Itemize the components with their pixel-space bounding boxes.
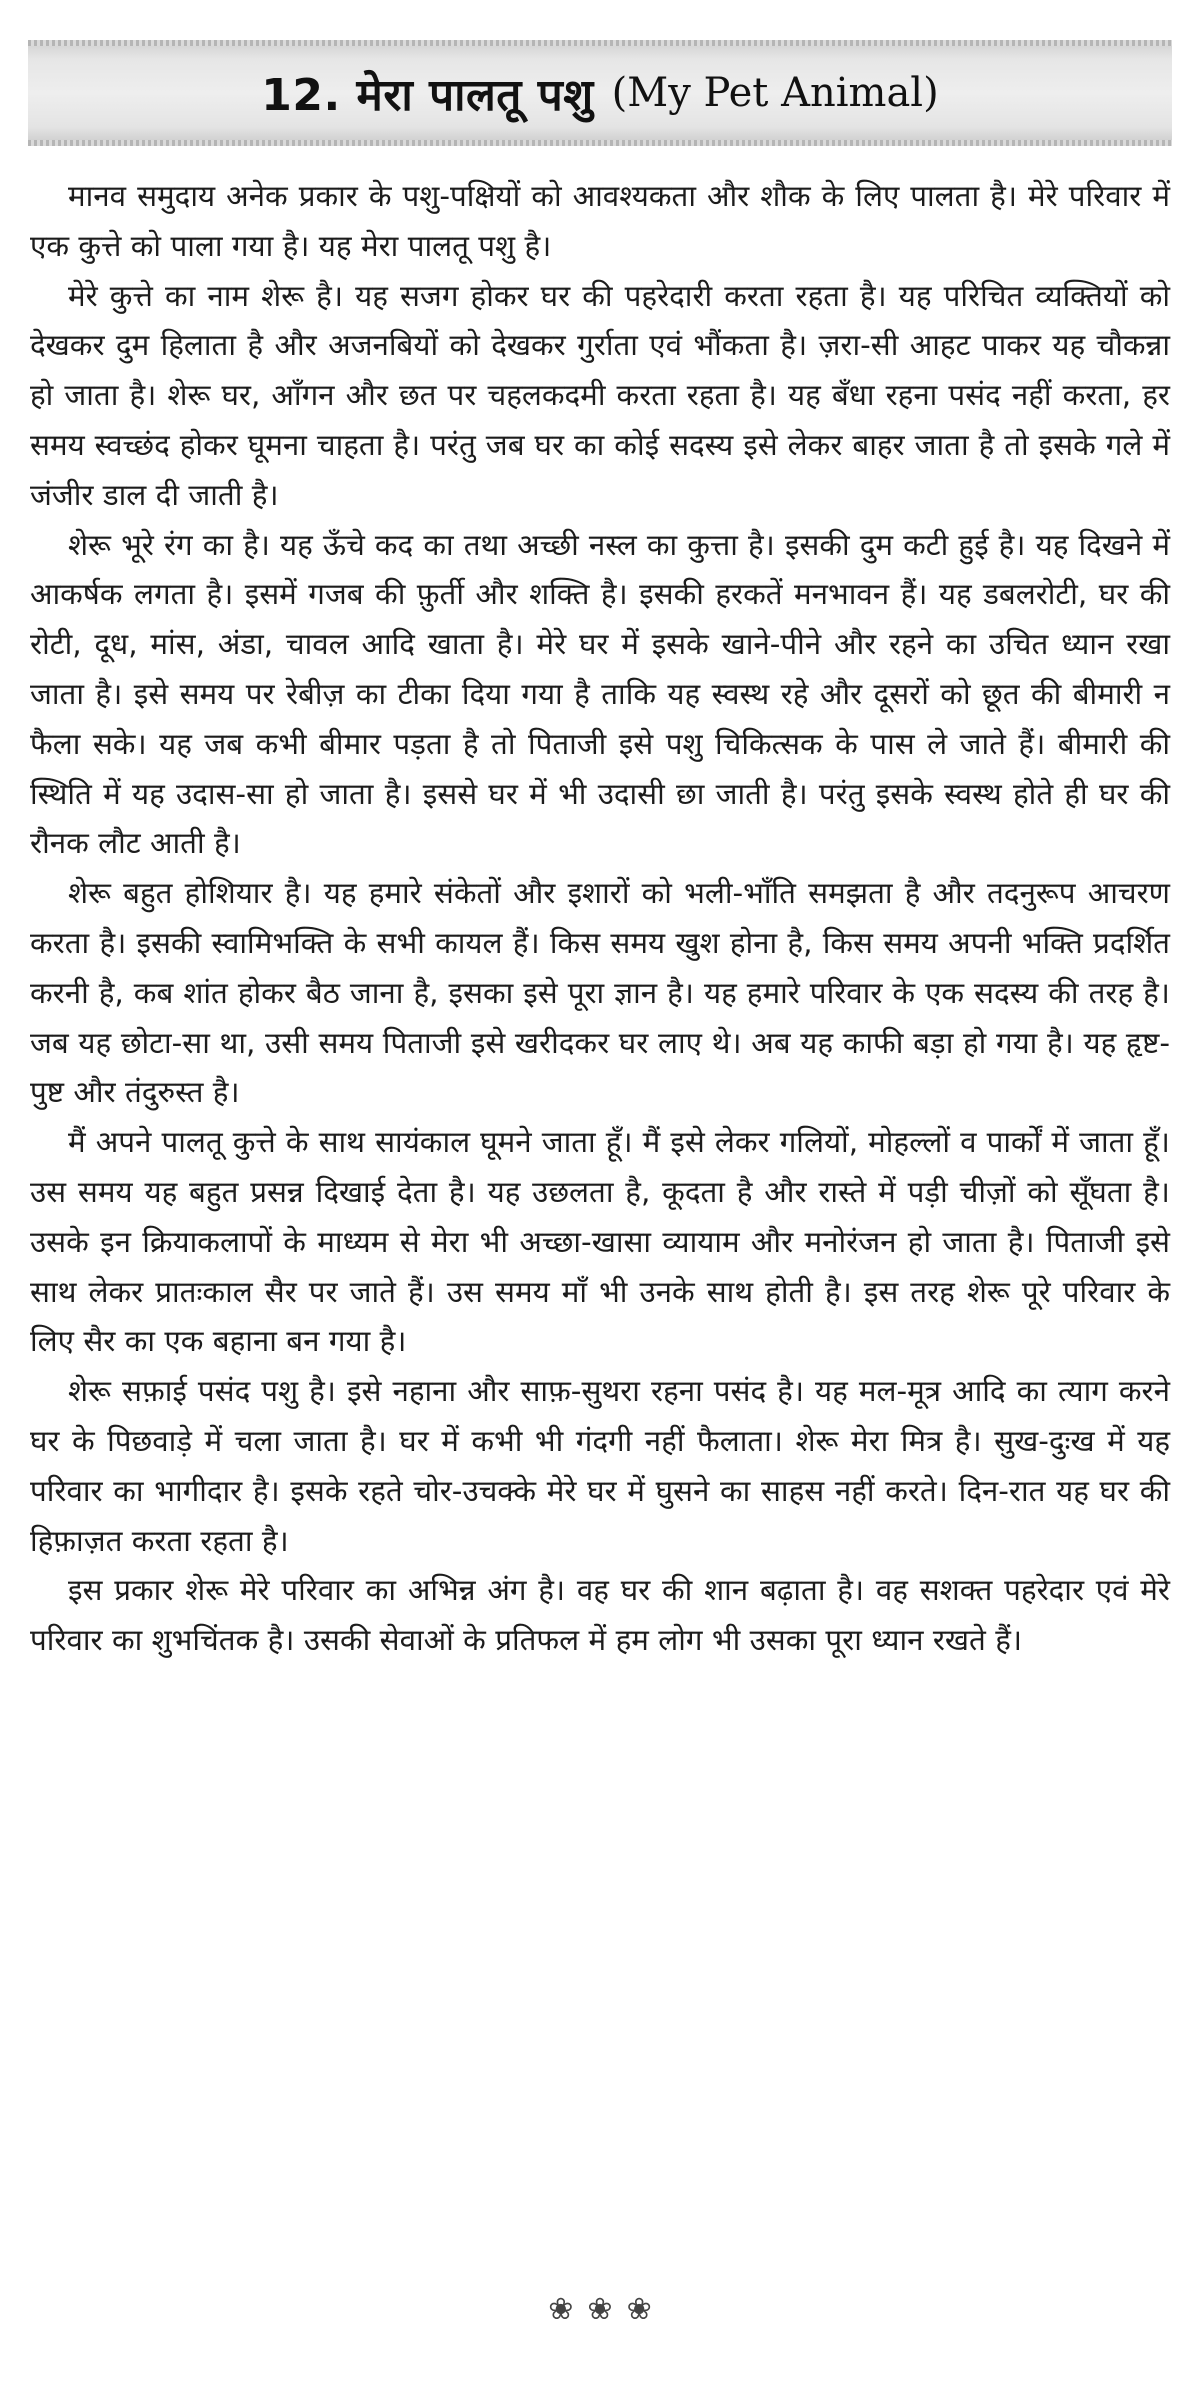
paragraph-intelligence: शेरू बहुत होशियार है। यह हमारे संकेतों और इशारों को भली-भाँति समझता है और तदनुरूप आचरण करता है। इसकी स्वामिभक्ति के सभी कायल हैं। किस समय खुश होना है, किस समय अपनी भक्ति प्रदर्शित करनी है, कब शांत होकर बैठ जाना है, इसका इसे पूरा ज्ञान है। यह हमारे परिवार के एक सदस्य की तरह है। जब यह छोटा-सा था, उसी समय पिताजी इसे खरीदकर घर लाए थे। अब यह काफी बड़ा हो गया है। यह हृष्ट-पुष्ट और तंदुरुस्त है। [30, 876, 1171, 1110]
paragraph-intro: मानव समुदाय अनेक प्रकार के पशु-पक्षियों को आवश्यकता और शौक के लिए पालता है। मेरे परिवार में एक कुत्ते को पाला गया है। यह मेरा पालतू पशु है। [30, 179, 1170, 263]
paragraph-evening-walks: मैं अपने पालतू कुत्ते के साथ सायंकाल घूमने जाता हूँ। मैं इसे लेकर गलियों, मोहल्लों व पार्कों में जाता हूँ। उस समय यह बहुत प्रसन्न दिखाई देता है। यह उछलता है, कूदता है और रास्ते में पड़ी चीज़ों को सूँघता है। उसके इन क्रियाकलापों के माध्यम से मेरा भी अच्छा-खासा व्यायाम और मनोरंजन हो जाता है। पिताजी इसे साथ लेकर प्रातःकाल सैर पर जाते हैं। उस समय माँ भी उनके साथ होती है। इस तरह शेरू पूरे परिवार के लिए सैर का एक बहाना बन गया है। [30, 1125, 1170, 1359]
paragraph-conclusion: इस प्रकार शेरू मेरे परिवार का अभिन्न अंग है। वह घर की शान बढ़ाता है। वह सशक्त पहरेदार एवं मेरे परिवार का शुभचिंतक है। उसकी सेवाओं के प्रतिफल में हम लोग भी उसका पूरा ध्यान रखते हैं। [30, 1573, 1170, 1658]
paragraph-name-and-guarding: मेरे कुत्ते का नाम शेरू है। यह सजग होकर घर की पहरेदारी करता रहता है। यह परिचित व्यक्तियों को देखकर दुम हिलाता है और अजनबियों को देखकर गुर्राता एवं भौंकता है। ज़रा-सी आहट पाकर यह चौकन्ना हो जाता है। शेरू घर, आँगन और छत पर चहलकदमी करता रहता है। यह बँधा रहना पसंद नहीं करता, हर समय स्वच्छंद होकर घूमना चाहता है। परंतु जब घर का कोई सदस्य इसे लेकर बाहर जाता है तो इसके गले में जंजीर डाल दी जाती है। [30, 278, 1170, 512]
paragraph-cleanliness: शेरू सफ़ाई पसंद पशु है। इसे नहाना और साफ़-सुथरा रहना पसंद है। यह मल-मूत्र आदि का त्याग करने घर के पिछवाड़े में चला जाता है। घर में कभी भी गंदगी नहीं फैलाता। शेरू मेरा मित्र है। सुख-दुःख में यह परिवार का भागीदार है। इसके रहते चोर-उचक्के मेरे घर में घुसने का साहस नहीं करते। दिन-रात यह घर की हिफ़ाज़त करता रहता है। [30, 1374, 1170, 1558]
paragraph-appearance-and-care: शेरू भूरे रंग का है। यह ऊँचे कद का तथा अच्छी नस्ल का कुत्ता है। इसकी दुम कटी हुई है। यह दिखने में आकर्षक लगता है। इसमें गजब की फ़ुर्ती और शक्ति है। इसकी हरकतें मनभावन हैं। यह डबलरोटी, घर की रोटी, दूध, मांस, अंडा, चावल आदि खाता है। मेरे घर में इसके खाने-पीने और रहने का उचित ध्यान रखा जाता है। इसे समय पर रेबीज़ का टीका दिया गया है ताकि यह स्वस्थ रहे और दूसरों को छूत की बीमारी न फैला सके। यह जब कभी बीमार पड़ता है तो पिताजी इसे पशु चिकित्सक के पास ले जाते हैं। बीमारी की स्थिति में यह उदास-सा हो जाता है। इससे घर में भी उदासी छा जाती है। परंतु इसके स्वस्थ होते ही घर की रौनक लौट आती है। [30, 527, 1170, 861]
end-ornament [0, 2292, 1200, 2327]
essay-title: 12. मेरा पालतू पशु [261, 70, 594, 121]
title-banner [28, 40, 1172, 146]
flower-ornament-icon: ❀ [548, 2292, 574, 2327]
flower-ornament-icon: ❀ [626, 2292, 652, 2327]
essay-subtitle-english: (My Pet Animal) [611, 70, 939, 116]
flower-ornament-icon: ❀ [587, 2292, 613, 2327]
essay-body [30, 172, 1170, 1666]
